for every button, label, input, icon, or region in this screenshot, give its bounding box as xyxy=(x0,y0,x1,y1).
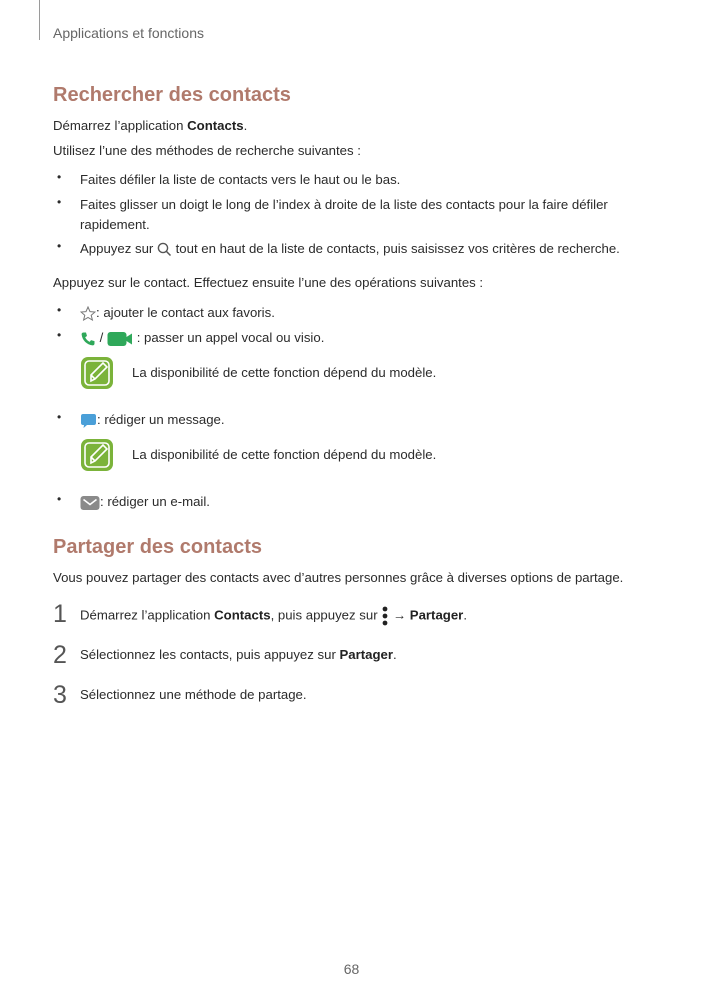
more-options-icon xyxy=(381,606,389,626)
note-icon xyxy=(80,438,114,472)
message-icon xyxy=(80,413,97,429)
bullet-search: • Appuyez sur tout en haut de la liste de contacts, puis saisissez vos critères de recherche. xyxy=(57,239,620,256)
bullet-favorite: • : ajouter le contact aux favoris. xyxy=(57,303,275,320)
star-icon xyxy=(80,306,96,321)
page-header: Applications et fonctions xyxy=(53,25,204,41)
video-call-icon xyxy=(107,331,133,347)
bullet-dot: • xyxy=(57,410,62,424)
bullet-dot: • xyxy=(57,195,62,209)
step-number: 2 xyxy=(53,641,67,669)
bullet-dot: • xyxy=(57,328,62,342)
email-icon xyxy=(80,495,100,511)
bullet-index: • Faites glisser un doigt le long de l’index à droite de la liste des contacts pour la faire défiler rapidement. xyxy=(57,195,608,232)
bullet-call: • / : passer un appel vocal ou visio. xyxy=(57,328,325,345)
intro-contact-actions: Appuyez sur le contact. Effectuez ensuite l’une des opérations suivantes : xyxy=(53,275,484,290)
intro-methods: Utilisez l’une des méthodes de recherche suivantes : xyxy=(53,143,361,158)
step-number: 1 xyxy=(53,600,67,628)
page-number: 68 xyxy=(343,961,360,977)
step-number: 3 xyxy=(53,681,67,709)
search-icon xyxy=(157,242,172,257)
bullet-dot: • xyxy=(57,303,62,317)
intro-start-app: Démarrez l’application Contacts. xyxy=(53,118,248,133)
header-divider xyxy=(39,0,40,40)
bullet-email: • : rédiger un e-mail. xyxy=(57,492,210,509)
bullet-scroll: • Faites défiler la liste de contacts vers le haut ou le bas. xyxy=(57,170,401,187)
share-intro: Vous pouvez partager des contacts avec d’autres personnes grâce à diverses options de partage. xyxy=(53,570,624,585)
section-title-search: Rechercher des contacts xyxy=(53,84,291,106)
phone-icon xyxy=(80,331,96,347)
bullet-message: • : rédiger un message. xyxy=(57,410,225,427)
note-icon xyxy=(80,356,114,390)
section-title-share: Partager des contacts xyxy=(53,536,262,558)
bullet-dot: • xyxy=(57,492,62,506)
bullet-dot: • xyxy=(57,239,62,253)
bullet-dot: • xyxy=(57,170,62,184)
